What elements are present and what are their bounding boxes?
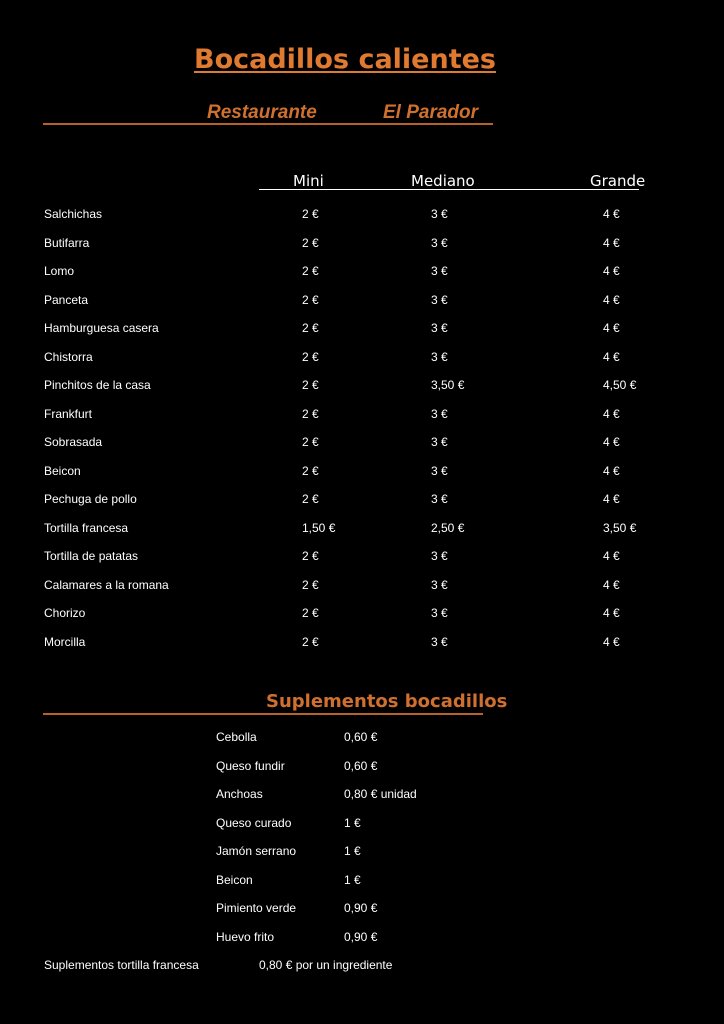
price-grande: 4 € [603,492,620,506]
price-mini: 2 € [302,606,319,620]
supplement-name: Jamón serrano [216,844,297,858]
menu-row [44,628,684,657]
item-name: Lomo [44,264,75,278]
supplement-name: Pimiento verde [216,901,297,915]
supplement-price: 0,90 € [344,929,378,944]
price-grande: 4 € [603,292,620,307]
price-mini: 2 € [302,292,319,307]
item-name: Butifarra [44,235,90,250]
supplement-name: Anchoas [216,787,263,801]
item-name: Sobrasada [44,435,103,449]
supplement-row [216,894,516,923]
size-header-mediano: Mediano [411,172,475,190]
price-mini: 2 € [302,321,319,335]
item-name: Pechuga de pollo [44,492,137,506]
supplement-price: 0,60 € [344,758,378,773]
item-name: Chistorra [44,349,93,364]
page-title: Bocadillos calientes [193,44,497,75]
price-mini: 1,50 € [302,520,336,535]
price-mediano: 2,50 € [431,520,465,535]
price-mini: 2 € [302,207,319,221]
supplement-row [216,809,516,838]
menu-row [44,229,684,258]
price-grande: 4 € [603,349,620,364]
supplement-name: Huevo frito [216,929,275,944]
menu-row [44,514,684,543]
price-grande: 4 € [603,549,620,563]
price-grande: 4 € [603,321,620,335]
restaurant-label: Restaurante [207,102,317,123]
supplement-row [216,752,516,781]
price-mini: 2 € [302,235,319,250]
price-grande: 4 € [603,207,620,221]
supplement-price: 0,80 € unidad [344,787,417,801]
menu-row [44,286,684,315]
menu-row [44,257,684,286]
price-mini: 2 € [302,577,319,592]
price-mediano: 3 € [431,606,448,620]
price-mediano: 3 € [431,321,448,335]
price-grande: 4 € [603,406,620,421]
item-name: Calamares a la romana [44,577,169,592]
price-mediano: 3,50 € [431,378,465,392]
menu-row [44,428,684,457]
item-name: Pinchitos de la casa [44,378,151,392]
supplement-price: 1 € [344,844,361,858]
price-mediano: 3 € [431,292,448,307]
item-name: Salchichas [44,207,103,221]
price-mini: 2 € [302,264,319,278]
price-mini: 2 € [302,549,319,563]
supplement-price: 0,60 € [344,730,378,744]
price-mediano: 3 € [431,634,448,649]
price-mini: 2 € [302,406,319,421]
item-name: Panceta [44,292,89,307]
menu-row [44,457,684,486]
menu-row [44,200,684,229]
supplement-price: 1 € [344,815,361,830]
supplements-list [216,723,516,951]
price-grande: 4,50 € [603,378,637,392]
price-mini: 2 € [302,463,319,478]
price-mediano: 3 € [431,577,448,592]
price-mediano: 3 € [431,349,448,364]
price-grande: 3,50 € [603,520,637,535]
supplements-underline [43,713,483,715]
supplement-name: Cebolla [216,730,257,744]
price-mediano: 3 € [431,264,448,278]
menu-row [44,314,684,343]
item-name: Chorizo [44,606,86,620]
tortilla-supplements-label: Suplementos tortilla francesa [44,958,199,972]
supplement-price: 1 € [344,872,361,887]
supplement-row [216,866,516,895]
supplement-name: Queso curado [216,815,292,830]
price-mini: 2 € [302,634,319,649]
tortilla-supplements-price: 0,80 € por un ingrediente [259,958,393,972]
price-grande: 4 € [603,634,620,649]
price-grande: 4 € [603,577,620,592]
menu-row [44,343,684,372]
menu-row [44,485,684,514]
price-mediano: 3 € [431,207,448,221]
price-mediano: 3 € [431,435,448,449]
price-grande: 4 € [603,606,620,620]
item-name: Beicon [44,463,81,478]
supplement-name: Queso fundir [216,758,285,773]
price-grande: 4 € [603,235,620,250]
price-mini: 2 € [302,378,319,392]
item-name: Tortilla de patatas [44,549,139,563]
price-mediano: 3 € [431,492,448,506]
item-name: Tortilla francesa [44,520,129,535]
menu-row [44,400,684,429]
price-mediano: 3 € [431,463,448,478]
price-mediano: 3 € [431,549,448,563]
item-name: Morcilla [44,634,86,649]
supplement-name: Beicon [216,872,253,887]
supplement-row [216,837,516,866]
price-mini: 2 € [302,349,319,364]
price-mediano: 3 € [431,235,448,250]
item-name: Hamburguesa casera [44,321,159,335]
menu-table [44,200,684,656]
menu-row [44,571,684,600]
price-grande: 4 € [603,264,620,278]
supplement-row [216,780,516,809]
price-mini: 2 € [302,435,319,449]
menu-row [44,599,684,628]
price-mediano: 3 € [431,406,448,421]
price-mini: 2 € [302,492,319,506]
price-grande: 4 € [603,435,620,449]
supplements-title: Suplementos bocadillos [266,691,508,712]
supplement-row [216,723,516,752]
size-header-grande: Grande [590,172,646,190]
supplement-price: 0,90 € [344,901,378,915]
size-header-mini: Mini [293,172,324,190]
menu-row [44,371,684,400]
supplement-row [216,923,516,952]
menu-row [44,542,684,571]
restaurant-name: El Parador [383,102,479,123]
price-grande: 4 € [603,463,620,478]
item-name: Frankfurt [44,406,93,421]
